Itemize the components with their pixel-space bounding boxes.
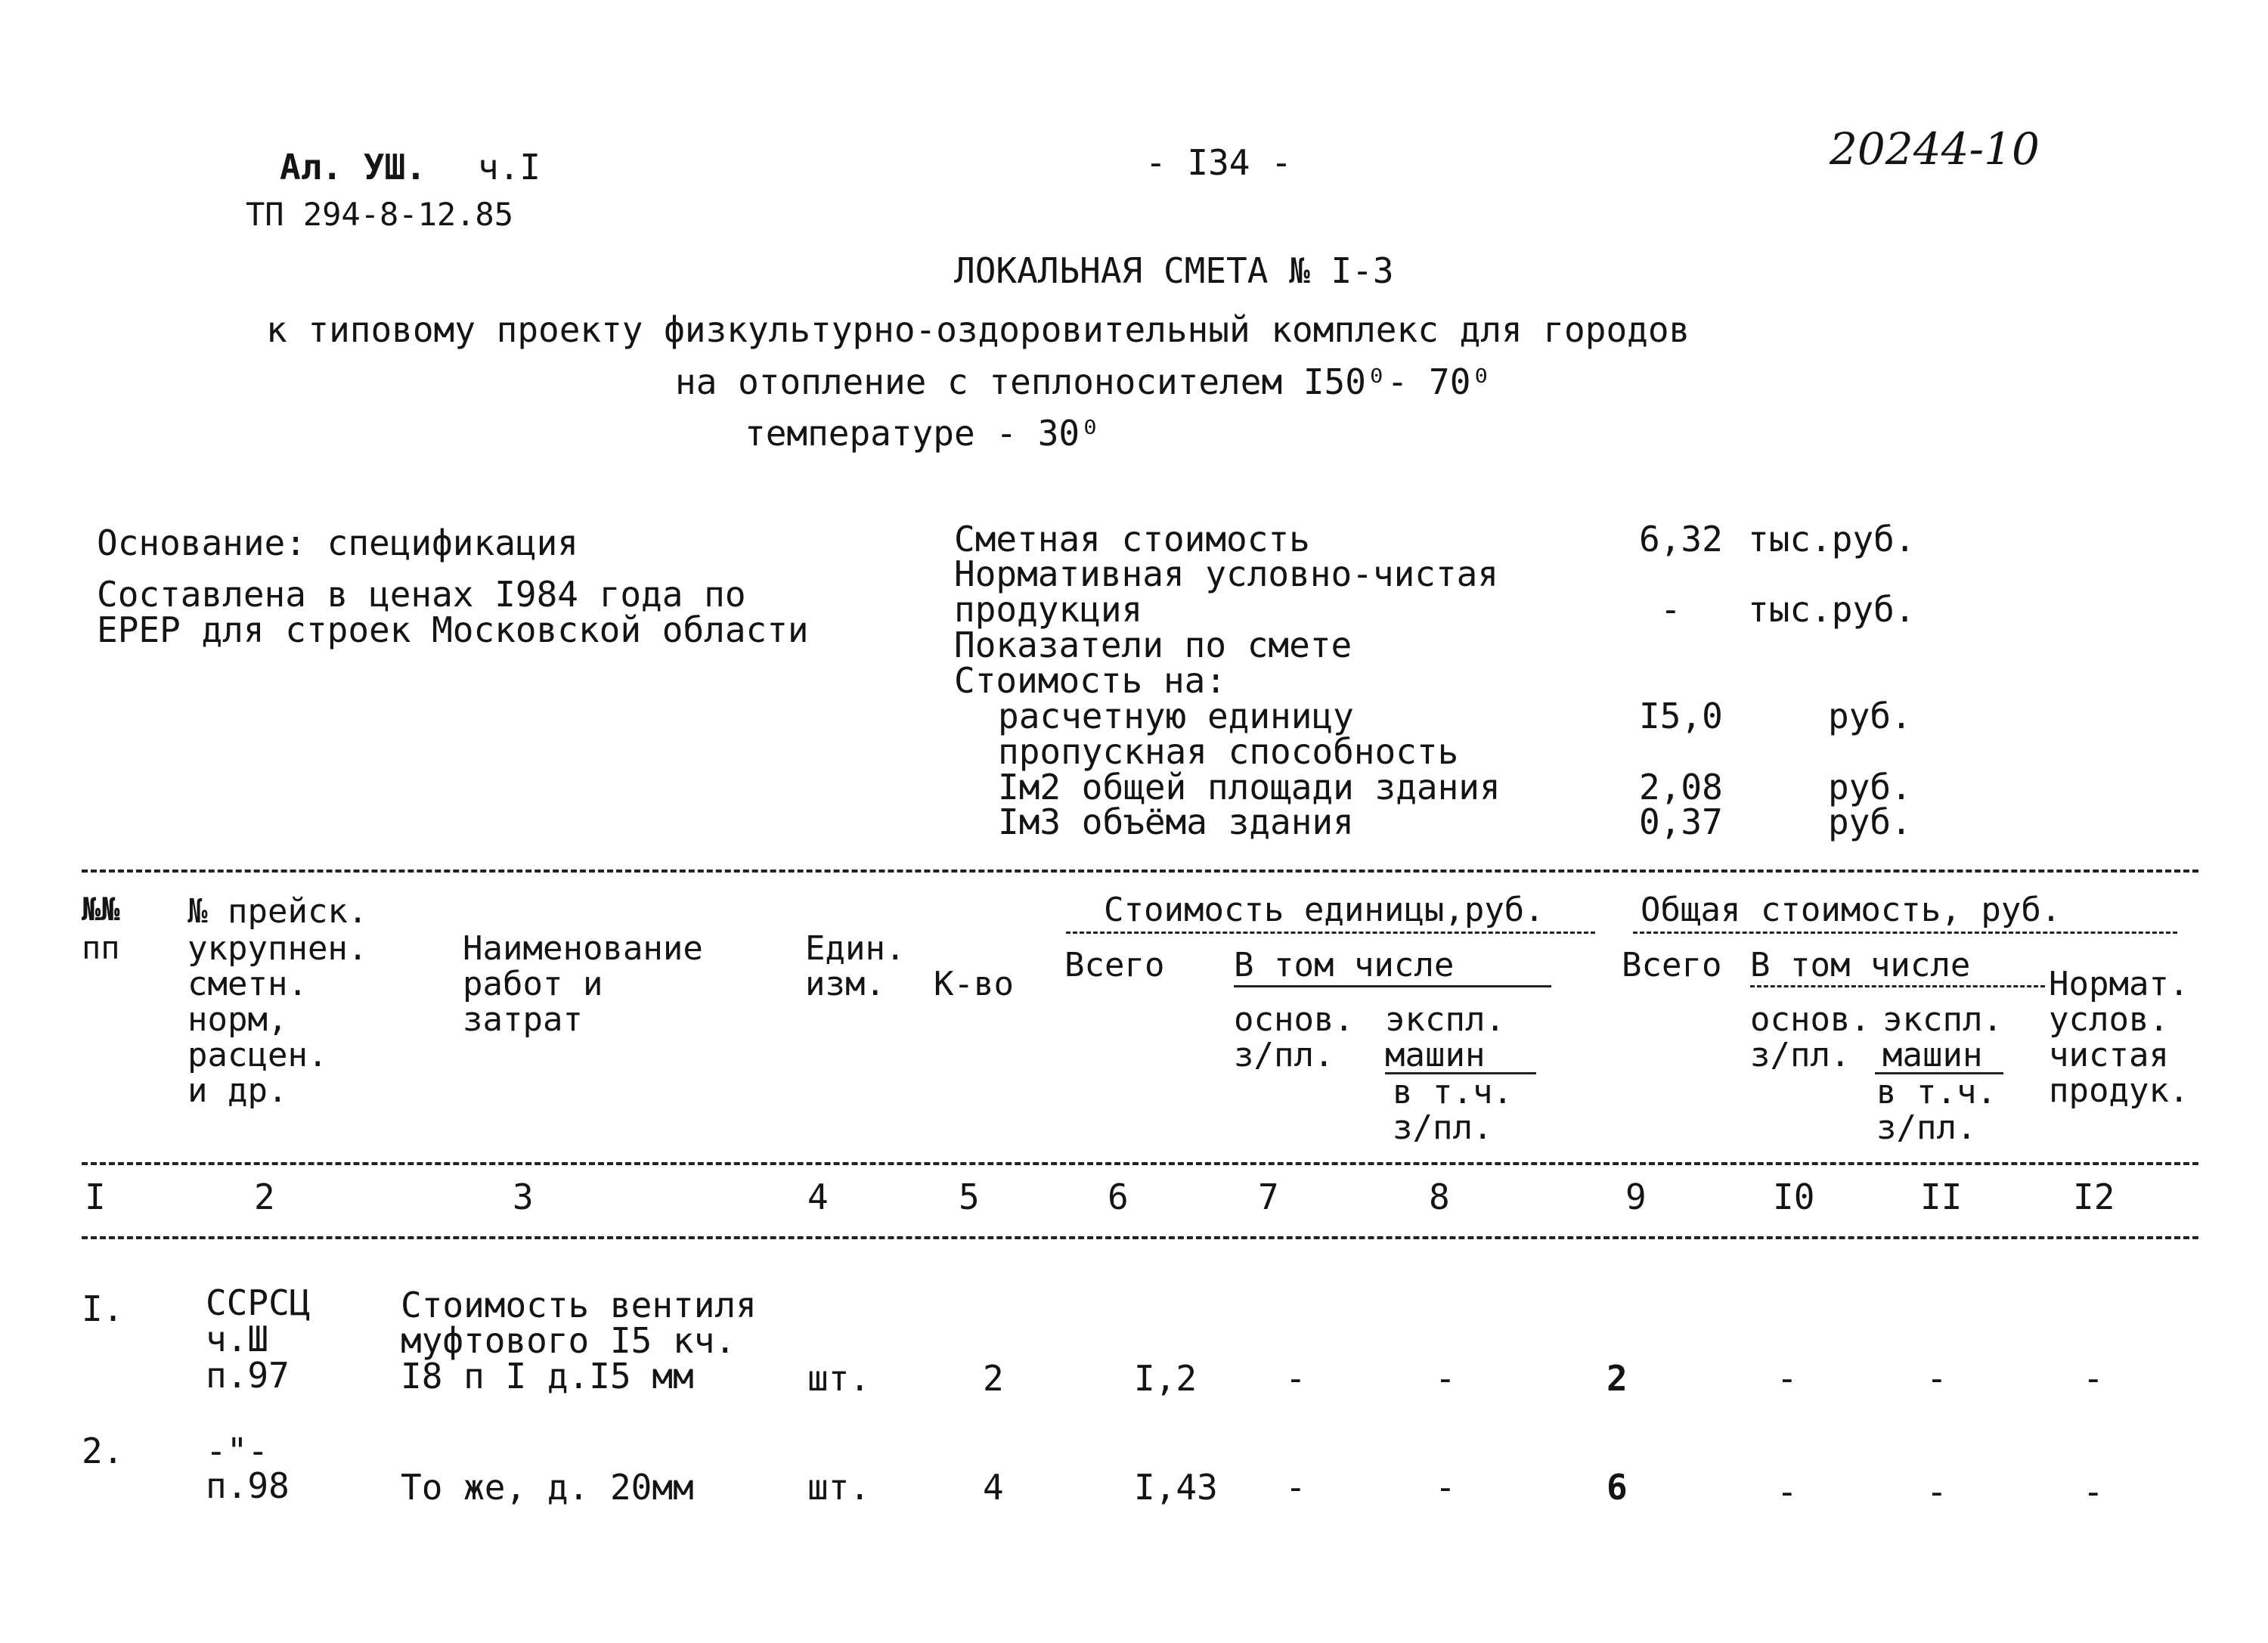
row1-number: I. [82,1288,124,1329]
normative-label-1: Нормативная условно-чистая [954,553,1499,594]
col10-header-line-1: основ. [1750,1000,1870,1039]
unit-cost-group-rule [1066,932,1595,934]
total-incl-rule [1750,985,2045,987]
row1-total: 2 [1606,1358,1628,1399]
row1-unit-total: I,2 [1134,1358,1198,1399]
unit-cost-unit: руб. [1828,696,1912,736]
row2-total-salary: - [1777,1471,1798,1512]
row2-name: То же, д. 20мм [401,1467,694,1508]
row1-unit: шт. [807,1358,871,1399]
basis-region: ЕРЕР для строек Московской области [97,609,809,650]
page-number: - I34 - [1145,142,1292,183]
col1-header-line-2: пп [82,929,120,966]
col8-header-line-1: экспл. [1385,1000,1505,1039]
title-line-3: температуре - 30⁰ [745,413,1101,454]
capacity-label: пропускная способность [998,731,1459,772]
col-number-4: 4 [807,1176,829,1217]
col-number-8: 8 [1429,1176,1450,1217]
cost-for-label: Стоимость на: [954,660,1227,701]
col-number-11: II [1920,1176,1963,1217]
estimated-cost-unit: тыс.руб. [1748,519,1916,560]
table-header-rule [82,1162,2198,1165]
col2-header-line-5: расцен. [187,1036,328,1074]
col-number-12: I2 [2073,1176,2115,1217]
row2-unit-salary: - [1285,1467,1306,1508]
col12-header-line-1: Нормат. [2049,965,2189,1003]
row1-name-line-1: Стоимость вентиля [401,1285,757,1325]
row1-qty: 2 [983,1358,1004,1399]
volume-cost-label: Iм3 объёма здания [998,801,1354,842]
basis-prices: Составлена в ценах I984 года по [97,574,746,615]
col3-header-line-2: работ и [463,965,603,1003]
col7-header-line-1: основ. [1234,1000,1354,1039]
normative-unit: тыс.руб. [1748,589,1916,630]
volume-cost-value: 0,37 [1639,801,1723,842]
title-line-2: на отопление с теплоносителем I50⁰- 70⁰ [675,361,1492,402]
col2-header-line-6: и др. [187,1071,288,1110]
total-incl-header: В том числе [1750,946,1971,984]
unit-incl-rule [1234,985,1551,987]
row2-ref-line-1: -"- [206,1431,269,1471]
col2-header-line-3: сметн. [187,965,308,1003]
col12-header-line-4: продук. [2049,1071,2189,1110]
unit-cost-group-header: Стоимость единицы,руб. [1104,891,1545,929]
title-line-1: к типовому проекту физкультурно-оздоровительный комплекс для городов [266,309,1690,350]
col4-header-line-1: Един. [805,929,906,968]
col8-header-line-3: в т.ч. [1393,1073,1513,1111]
col-number-5: 5 [959,1176,980,1217]
table-top-rule [82,870,2198,873]
row1-unit-machines: - [1435,1358,1456,1399]
normative-label-2: продукция [954,589,1143,630]
col5-header: К-во [934,965,1014,1003]
handwritten-stamp-number: 20244-10 [1830,123,2040,175]
col-number-7: 7 [1258,1176,1279,1217]
row2-qty: 4 [983,1467,1004,1508]
col-number-2: 2 [254,1176,275,1217]
row2-ref-line-2: п.98 [206,1465,290,1506]
album-label: Ал. УШ. [280,147,426,188]
unit-cost-label: расчетную единицу [998,696,1354,736]
unit-cost-value: I5,0 [1639,696,1723,736]
row1-ref-line-3: п.97 [206,1355,290,1396]
area-cost-label: Iм2 общей площади здания [998,767,1501,808]
document-title: ЛОКАЛЬНАЯ СМЕТА № I-3 [954,250,1394,291]
col9-header: Всего [1622,946,1722,984]
col12-header-line-2: услов. [2049,1000,2169,1039]
indicators-label: Показатели по смете [954,625,1352,665]
col12-header-line-3: чистая [2049,1036,2169,1074]
row1-name-line-3: I8 п I д.I5 мм [401,1356,694,1397]
col3-header-line-1: Наименование [463,929,703,968]
basis-spec: Основание: спецификация [97,522,578,563]
part-label: ч.I [478,147,541,188]
col3-header-line-3: затрат [463,1000,583,1039]
row1-ref-line-1: ССРСЦ [206,1282,311,1323]
row2-total: 6 [1606,1467,1628,1508]
row2-normative: - [2083,1471,2104,1512]
col-number-3: 3 [513,1176,534,1217]
col10-header-line-2: з/пл. [1750,1036,1851,1074]
row2-unit-machines: - [1435,1467,1456,1508]
total-cost-group-header: Общая стоимость, руб. [1641,891,2062,929]
col11-header-line-4: з/пл. [1876,1108,1977,1147]
project-code: ТП 294-8-12.85 [246,196,514,233]
normative-value: - [1660,589,1681,630]
row2-number: 2. [82,1431,124,1471]
col4-header-line-2: изм. [805,965,885,1003]
col8-header-line-4: з/пл. [1393,1108,1493,1147]
estimated-cost-label: Сметная стоимость [954,519,1310,560]
col-number-6: 6 [1108,1176,1129,1217]
col-number-9: 9 [1625,1176,1647,1217]
area-cost-value: 2,08 [1639,767,1723,808]
total-cost-group-rule [1633,932,2177,934]
area-cost-unit: руб. [1828,767,1912,808]
estimated-cost-value: 6,32 [1639,519,1723,560]
col8-header-line-2: машин [1385,1036,1486,1074]
col7-header-line-2: з/пл. [1234,1036,1334,1074]
table-numbers-rule [82,1236,2198,1239]
unit-incl-header: В том числе [1234,946,1455,984]
col2-header-line-2: укрупнен. [187,929,368,968]
row2-total-machines: - [1926,1471,1947,1512]
row1-unit-salary: - [1285,1358,1306,1399]
row1-ref-line-2: ч.Ш [206,1319,269,1359]
row1-total-machines: - [1926,1358,1947,1399]
col-number-1: I [85,1176,106,1217]
col2-header-line-4: норм, [187,1000,288,1039]
col11-header-line-1: экспл. [1882,1000,2003,1039]
col-number-10: I0 [1773,1176,1815,1217]
row1-normative: - [2083,1358,2104,1399]
col11-header-line-3: в т.ч. [1876,1073,1997,1111]
col6-header: Всего [1064,946,1165,984]
row2-unit: шт. [807,1467,871,1508]
volume-cost-unit: руб. [1828,801,1912,842]
row1-total-salary: - [1777,1358,1798,1399]
col2-header-line-1: № прейск. [187,892,368,931]
row1-name-line-2: муфтового I5 кч. [401,1320,736,1361]
col11-header-line-2: машин [1882,1036,1983,1074]
col1-header-line-1: №№ [82,891,120,928]
row2-unit-total: I,43 [1134,1467,1218,1508]
